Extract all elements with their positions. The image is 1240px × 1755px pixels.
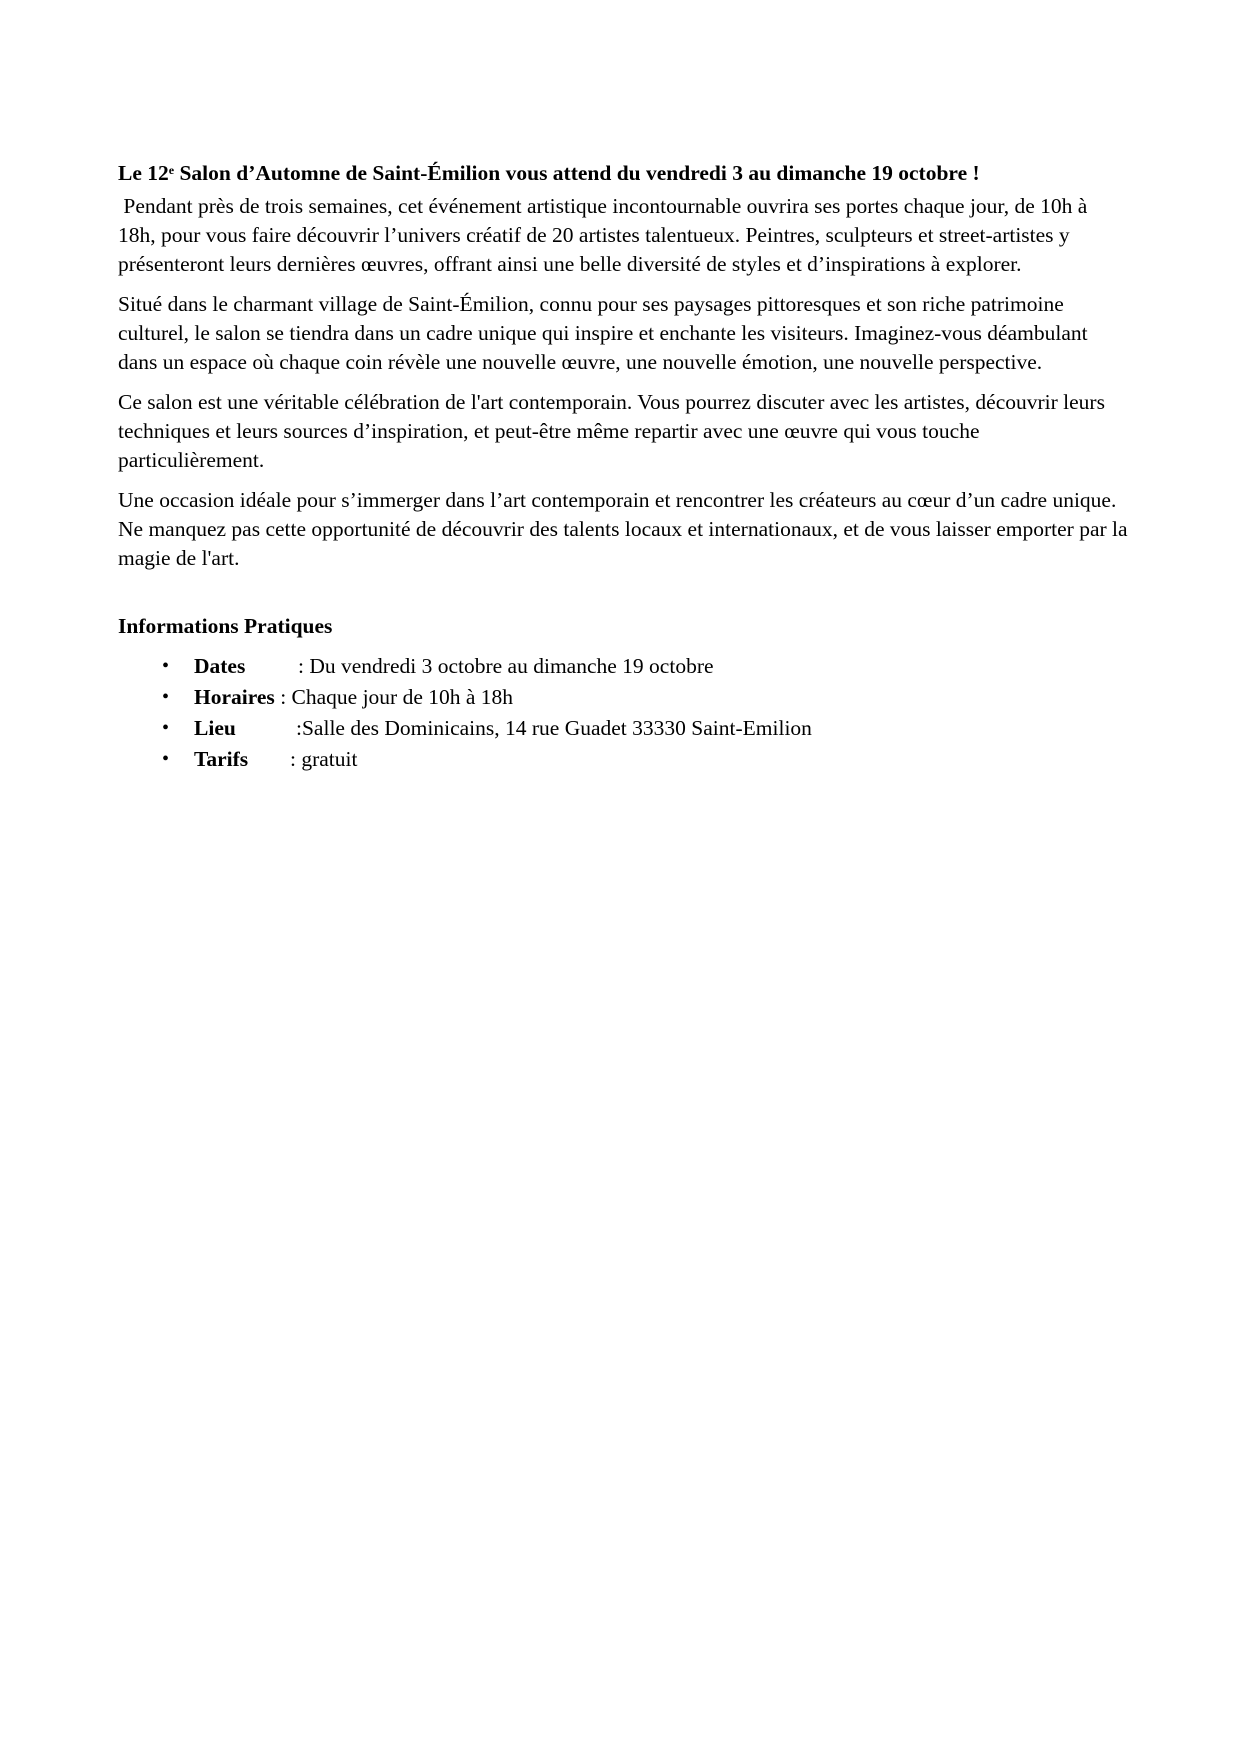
paragraph-intro: Pendant près de trois semaines, cet événement artistique incontournable ouvrira ses portes chaque jour, de 10h à 18h, pour vous faire découvrir l’univers créatif de 20 artistes talentueux. Peintres, sculpteurs et street-artistes y présenteront leurs dernières œuvres, offrant ainsi une belle diversité de styles et d’inspirations à explorer. [118, 194, 1093, 276]
bullet-icon: • [162, 686, 170, 708]
bullet-icon: • [162, 655, 170, 677]
info-value-horaires: : Chaque jour de 10h à 18h [274, 685, 514, 709]
info-term-lieu: Lieu [194, 716, 236, 740]
info-item-lieu [162, 713, 1128, 744]
info-term-horaires: Horaires [194, 685, 275, 709]
page-title [118, 158, 1128, 188]
document-page [118, 158, 1128, 775]
paragraph-occasion: Une occasion idéale pour s’immerger dans l’art contemporain et rencontrer les créateurs au cœur d’un cadre unique. Ne manquez pas cette opportunité de découvrir des talents locaux et internationaux, et de vous laisser emporter par la magie de l'art. [118, 488, 1128, 570]
info-item-horaires [162, 682, 1128, 713]
section-title-informations: Informations Pratiques [118, 614, 333, 638]
info-term-dates: Dates [194, 654, 246, 678]
title-superscript: e [168, 163, 175, 177]
bullet-icon: • [162, 717, 170, 739]
paragraph-location: Situé dans le charmant village de Saint-Émilion, connu pour ses paysages pittoresques et son riche patrimoine culturel, le salon se tiendra dans un cadre unique qui inspire et enchante les visiteurs. Imaginez-vous déambulant dans un espace où chaque coin révèle une nouvelle œuvre, une nouvelle émotion, une nouvelle perspective. [118, 292, 1088, 374]
paragraph-celebration: Ce salon est une véritable célébration de l'art contemporain. Vous pourrez discuter avec les artistes, découvrir leurs techniques et leurs sources d’inspiration, et peut-être même repartir avec une œuvre qui vous touche particulièrement. [118, 390, 1105, 472]
title-suffix: Salon d’Automne de Saint-Émilion vous attend du vendredi 3 au dimanche 19 octobre ! [174, 161, 980, 185]
title-prefix: Le 12 [118, 161, 169, 185]
info-item-dates [162, 651, 1128, 682]
info-value-tarifs: : gratuit [290, 747, 358, 771]
bullet-icon: • [162, 748, 170, 770]
info-list [118, 651, 1128, 775]
info-value-dates: : Du vendredi 3 octobre au dimanche 19 octobre [298, 654, 714, 678]
info-item-tarifs [162, 744, 1128, 775]
info-term-tarifs: Tarifs [194, 747, 249, 771]
info-value-lieu: :Salle des Dominicains, 14 rue Guadet 33330 Saint-Emilion [296, 716, 812, 740]
